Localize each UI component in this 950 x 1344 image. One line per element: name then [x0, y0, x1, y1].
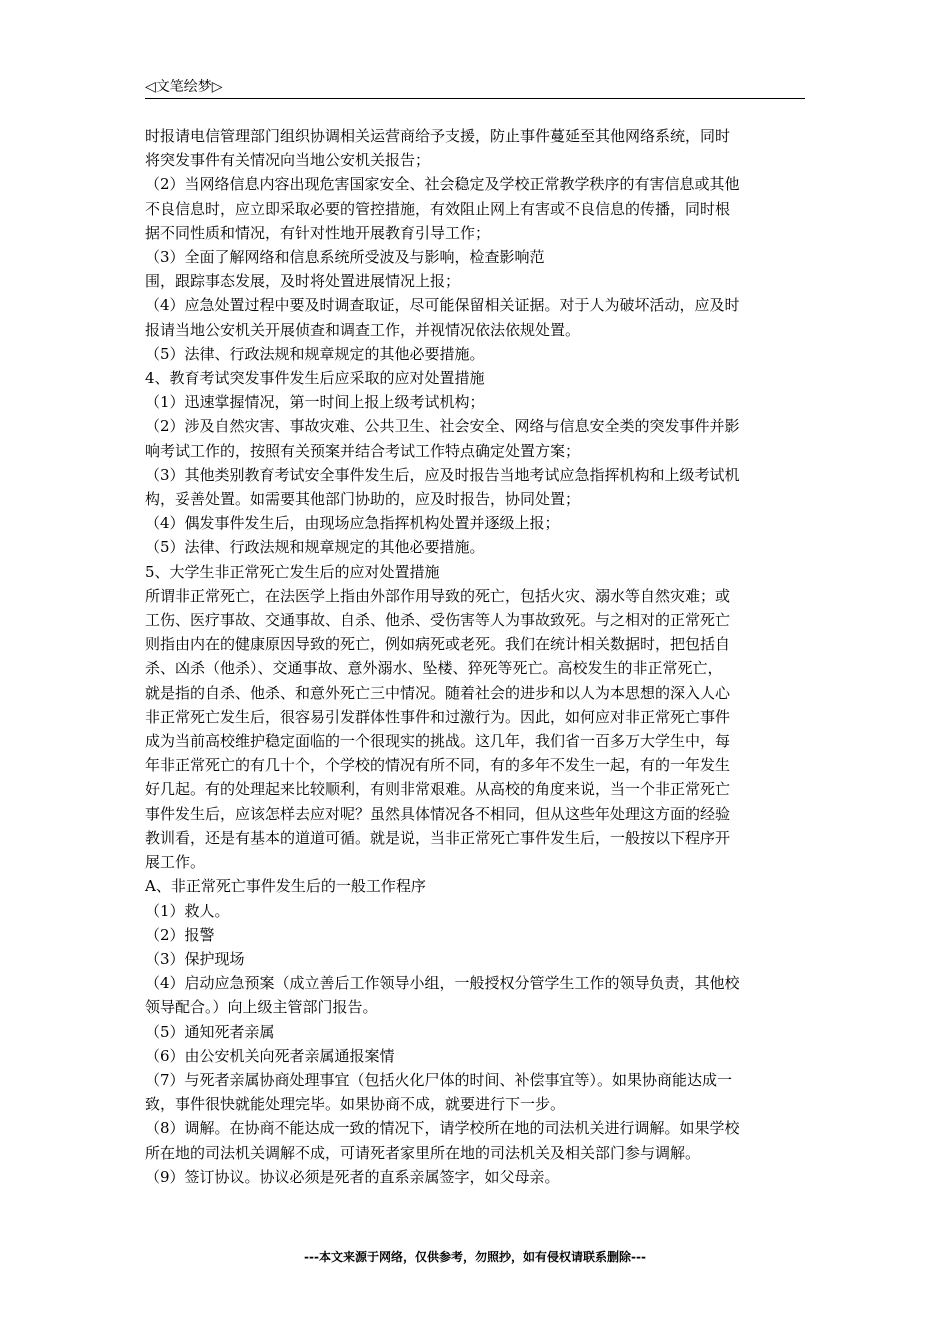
text-line: 好几起。有的处理起来比较顺利，有则非常艰难。从高校的角度来说，当一个非正常死亡 — [145, 780, 731, 799]
text-line: （4）应急处置过程中要及时调查取证，尽可能保留相关证据。对于人为破坏活动，应及时 — [145, 296, 740, 315]
text-line: 时报请电信管理部门组织协调相关运营商给予支援，防止事件蔓延至其他网络系统，同时 — [145, 127, 731, 145]
text-line: 围，跟踪事态发展，及时将处置进展情况上报； — [145, 272, 461, 291]
text-line: 报请当地公安机关开展侦查和调查工作，并视情况依法依规处置。 — [145, 320, 581, 339]
document-body — [145, 124, 809, 1189]
text-line: 工伤、医疗事故、交通事故、自杀、他杀、受伤害等人为事故致死。与之相对的正常死亡 — [145, 611, 731, 630]
text-line: 构，妥善处置。如需要其他部门协助的，应及时报告，协同处置； — [145, 490, 581, 509]
text-line: 领导配合。）向上级主管部门报告。 — [145, 998, 378, 1017]
text-line: 5、大学生非正常死亡发生后的应对处置措施 — [145, 562, 440, 581]
page-footer: ---本文来源于网络，仅供参考，勿照抄，如有侵权请联系删除--- — [304, 1250, 646, 1264]
text-line: （3）保护现场 — [145, 949, 245, 968]
text-line: （9）签订协议。协议必须是死者的直系亲属签字，如父母亲。 — [145, 1167, 560, 1186]
text-line: （6）由公安机关向死者亲属通报案情 — [145, 1046, 395, 1065]
header-brand: ◁文笔绘梦▷ — [145, 79, 223, 95]
text-line: 年非正常死亡的有几十个，个学校的情况有所不同，有的多年不发生一起，有的一年发生 — [145, 756, 731, 775]
text-line: 非正常死亡发生后，很容易引发群体性事件和过激行为。因此，如何应对非正常死亡事件 — [145, 707, 731, 726]
text-line: （1）迅速掌握情况，第一时间上报上级考试机构； — [145, 393, 485, 412]
text-line: 据不同性质和情况，有针对性地开展教育引导工作； — [145, 223, 491, 242]
text-line: （7）与死者亲属协商处理事宜（包括火化尸体的时间、补偿事宜等）。如果协商能达成一 — [145, 1070, 733, 1089]
text-line: （3）其他类别教育考试安全事件发生后，应及时报告当地考试应急指挥机构和上级考试机 — [145, 465, 740, 484]
text-line: （1）救人。 — [145, 901, 230, 920]
text-line: （5）法律、行政法规和规章规定的其他必要措施。 — [145, 344, 485, 363]
text-line: （5）通知死者亲属 — [145, 1022, 275, 1041]
text-line: （5）法律、行政法规和规章规定的其他必要措施。 — [145, 538, 485, 557]
text-line: （2）报警 — [145, 925, 215, 944]
page-header — [145, 74, 805, 99]
text-line: 响考试工作的，按照有关预案并结合考试工作特点确定处置方案； — [145, 441, 581, 460]
text-line: 不良信息时，应立即采取必要的管控措施，有效阻止网上有害或不良信息的传播，同时根 — [145, 199, 731, 218]
text-line: 将突发事件有关情况向当地公安机关报告； — [145, 151, 431, 170]
text-line: （8）调解。在协商不能达成一致的情况下，请学校所在地的司法机关进行调解。如果学校 — [145, 1119, 740, 1138]
text-line: 事件发生后，应该怎样去应对呢？虽然具体情况各不相同，但从这些年处理这方面的经验 — [145, 804, 731, 823]
text-line: 致，事件很快就能处理完毕。如果协商不成，就要进行下一步。 — [145, 1095, 566, 1114]
text-line: （4）启动应急预案（成立善后工作领导小组，一般授权分管学生工作的领导负责，其他校 — [145, 974, 740, 993]
text-line: 成为当前高校维护稳定面临的一个很现实的挑战。这几年，我们省一百多万大学生中，每 — [145, 732, 731, 751]
text-line: 4、教育考试突发事件发生后应采取的应对处置措施 — [145, 369, 485, 388]
text-line: 所谓非正常死亡，在法医学上指由外部作用导致的死亡，包括火灾、溺水等自然灾难；或 — [145, 586, 731, 605]
text-line: A、非正常死亡事件发生后的一般工作程序 — [145, 877, 426, 896]
text-line: 杀、凶杀（他杀）、交通事故、意外溺水、坠楼、猝死等死亡。高校发生的非正常死亡， — [145, 659, 723, 678]
text-line: （2）涉及自然灾害、事故灾难、公共卫生、社会安全、网络与信息安全类的突发事件并影 — [145, 417, 740, 436]
text-line: 展工作。 — [145, 853, 206, 872]
text-line: （2）当网络信息内容出现危害国家安全、社会稳定及学校正常教学秩序的有害信息或其他 — [145, 175, 740, 194]
text-line: 则指由内在的健康原因导致的死亡，例如病死或老死。我们在统计相关数据时，把包括自 — [145, 635, 731, 654]
text-line: 所在地的司法机关调解不成，可请死者家里所在地的司法机关及相关部门参与调解。 — [145, 1143, 701, 1162]
text-line: （4）偶发事件发生后，由现场应急指挥机构处置并逐级上报； — [145, 514, 560, 533]
text-line: （3）全面了解网络和信息系统所受波及与影响，检查影响范 — [145, 248, 545, 267]
text-line: 教训看，还是有基本的道道可循。就是说，当非正常死亡事件发生后，一般按以下程序开 — [145, 828, 731, 847]
text-line: 就是指的自杀、他杀、和意外死亡三中情况。随着社会的进步和以人为本思想的深入人心 — [145, 683, 731, 702]
